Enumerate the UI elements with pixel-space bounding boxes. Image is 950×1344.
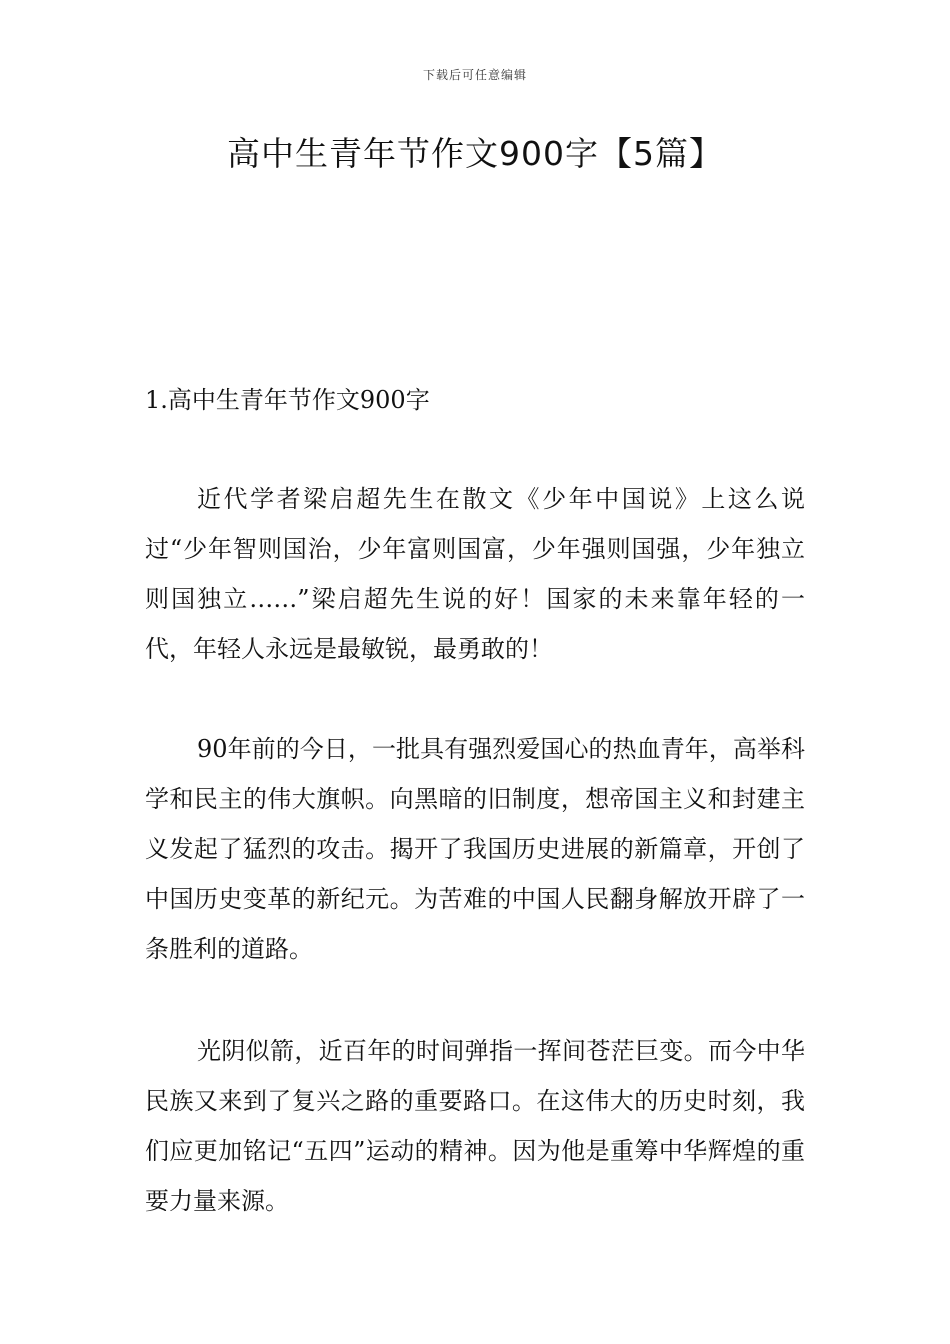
paragraph-2: 90年前的今日，一批具有强烈爱国心的热血青年，高举科学和民主的伟大旗帜。向黑暗的旧制度，想帝国主义和封建主义发起了猛烈的攻击。揭开了我国历史进展的新篇章，开创了中国历史变革的新纪元。为苦难的中国人民翻身解放开辟了一条胜利的道路。 bbox=[145, 735, 805, 963]
paragraph-1: 近代学者梁启超先生在散文《少年中国说》上这么说过“少年智则国治，少年富则国富，少年强则国强，少年独立则国独立……”梁启超先生说的好！国家的未来靠年轻的一代，年轻人永远是最敏锐，最勇敢的！ bbox=[145, 485, 805, 663]
document-title: 高中生青年节作文900字【5篇】 bbox=[227, 134, 723, 173]
section-heading: 1.高中生青年节作文900字 bbox=[145, 386, 430, 414]
header-note: 下载后可任意编辑 bbox=[422, 68, 527, 82]
paragraph-3: 光阴似箭，近百年的时间弹指一挥间苍茫巨变。而今中华民族又来到了复兴之路的重要路口。在这伟大的历史时刻，我们应更加铭记“五四”运动的精神。因为他是重筹中华辉煌的重要力量来源。 bbox=[145, 1037, 805, 1215]
